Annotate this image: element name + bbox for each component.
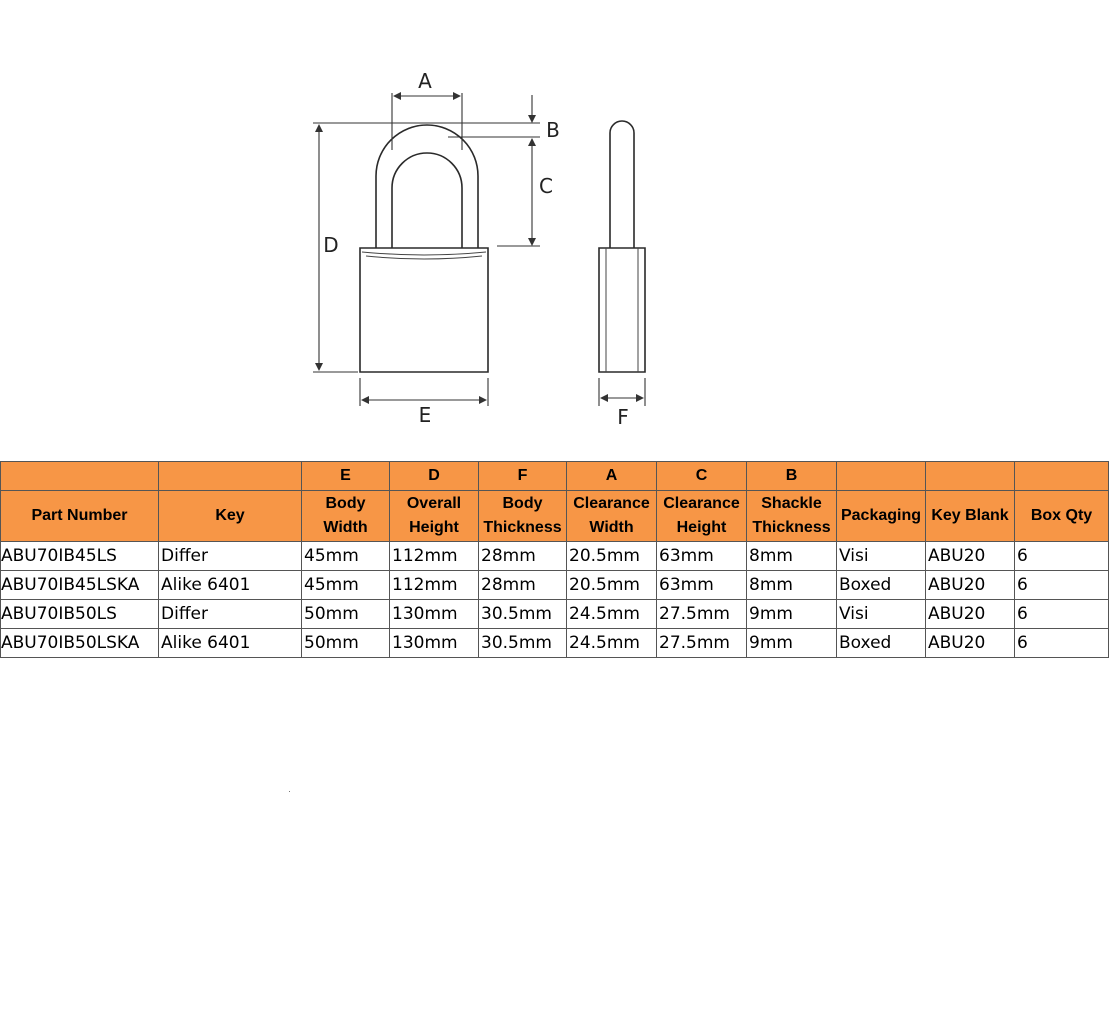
cell-shackle-thickness: 8mm [747,571,837,600]
cell-part-number: ABU70IB45LS [1,542,159,571]
dim-d-arrow-top [315,124,323,132]
letter-cell [159,462,302,491]
cell-part-number: ABU70IB45LSKA [1,571,159,600]
shackle-side [610,121,634,248]
header-shackle-thickness: Shackle Thickness [747,491,837,542]
letter-cell: B [747,462,837,491]
padlock-body-front [360,248,488,372]
letter-cell [1,462,159,491]
table-row [1,629,1109,658]
dim-c-arrow-bottom [528,238,536,246]
cell-clearance-width: 24.5mm [567,600,657,629]
cell-clearance-height: 27.5mm [657,600,747,629]
shackle-inner [392,153,462,248]
dim-a-arrow-left [393,92,401,100]
table-row [1,571,1109,600]
cell-packaging: Visi [837,542,926,571]
specification-table [0,461,1109,658]
header-overall-height: Overall Height [390,491,479,542]
letter-cell [1015,462,1109,491]
letter-cell: A [567,462,657,491]
cell-key: Alike 6401 [159,629,302,658]
cell-overall-height: 112mm [390,571,479,600]
cell-box-qty: 6 [1015,542,1109,571]
header-clearance-width: Clearance Width [567,491,657,542]
cell-overall-height: 130mm [390,629,479,658]
cell-clearance-width: 24.5mm [567,629,657,658]
letter-cell [837,462,926,491]
header-body-thickness: Body Thickness [479,491,567,542]
cell-key-blank: ABU20 [926,629,1015,658]
body-top-shade [366,256,482,259]
cell-body-width: 45mm [302,542,390,571]
cell-part-number: ABU70IB50LSKA [1,629,159,658]
letter-cell [926,462,1015,491]
table-row [1,542,1109,571]
cell-clearance-height: 27.5mm [657,629,747,658]
header-key-blank: Key Blank [926,491,1015,542]
dimension-letter-row [1,462,1109,491]
column-header-row [1,491,1109,542]
cell-clearance-width: 20.5mm [567,542,657,571]
cell-shackle-thickness: 9mm [747,600,837,629]
dim-b-arrow [528,115,536,123]
label-d: D [323,233,339,257]
label-f: F [617,405,629,429]
cell-body-thickness: 30.5mm [479,600,567,629]
table-row [1,600,1109,629]
cell-body-width: 45mm [302,571,390,600]
dim-a-arrow-right [453,92,461,100]
cell-body-width: 50mm [302,600,390,629]
cell-box-qty: 6 [1015,600,1109,629]
label-a: A [418,69,432,93]
cell-key-blank: ABU20 [926,542,1015,571]
dim-d-arrow-bottom [315,363,323,371]
cell-shackle-thickness: 8mm [747,542,837,571]
cell-box-qty: 6 [1015,571,1109,600]
letter-cell: E [302,462,390,491]
letter-cell: C [657,462,747,491]
cell-body-thickness: 30.5mm [479,629,567,658]
cell-overall-height: 112mm [390,542,479,571]
cell-body-thickness: 28mm [479,542,567,571]
dim-f-arrow-left [600,394,608,402]
cell-key: Differ [159,542,302,571]
cell-clearance-width: 20.5mm [567,571,657,600]
header-packaging: Packaging [837,491,926,542]
header-part-number: Part Number [1,491,159,542]
padlock-dimension-diagram [0,0,1109,440]
dim-c-arrow-top [528,138,536,146]
letter-cell: D [390,462,479,491]
cell-body-width: 50mm [302,629,390,658]
cell-key: Differ [159,600,302,629]
cell-box-qty: 6 [1015,629,1109,658]
cell-key: Alike 6401 [159,571,302,600]
header-key: Key [159,491,302,542]
dim-f-arrow-right [636,394,644,402]
label-b: B [546,118,560,142]
header-body-width: Body Width [302,491,390,542]
cell-overall-height: 130mm [390,600,479,629]
dim-e-arrow-left [361,396,369,404]
cell-packaging: Boxed [837,571,926,600]
cell-packaging: Boxed [837,629,926,658]
header-box-qty: Box Qty [1015,491,1109,542]
dim-e-arrow-right [479,396,487,404]
letter-cell: F [479,462,567,491]
label-c: C [539,174,553,198]
cell-clearance-height: 63mm [657,542,747,571]
cell-key-blank: ABU20 [926,571,1015,600]
cell-key-blank: ABU20 [926,600,1015,629]
header-clearance-height: Clearance Height [657,491,747,542]
stray-dot [289,791,290,792]
body-top-edge [362,252,486,255]
cell-part-number: ABU70IB50LS [1,600,159,629]
label-e: E [418,403,432,427]
cell-packaging: Visi [837,600,926,629]
cell-shackle-thickness: 9mm [747,629,837,658]
cell-body-thickness: 28mm [479,571,567,600]
cell-clearance-height: 63mm [657,571,747,600]
